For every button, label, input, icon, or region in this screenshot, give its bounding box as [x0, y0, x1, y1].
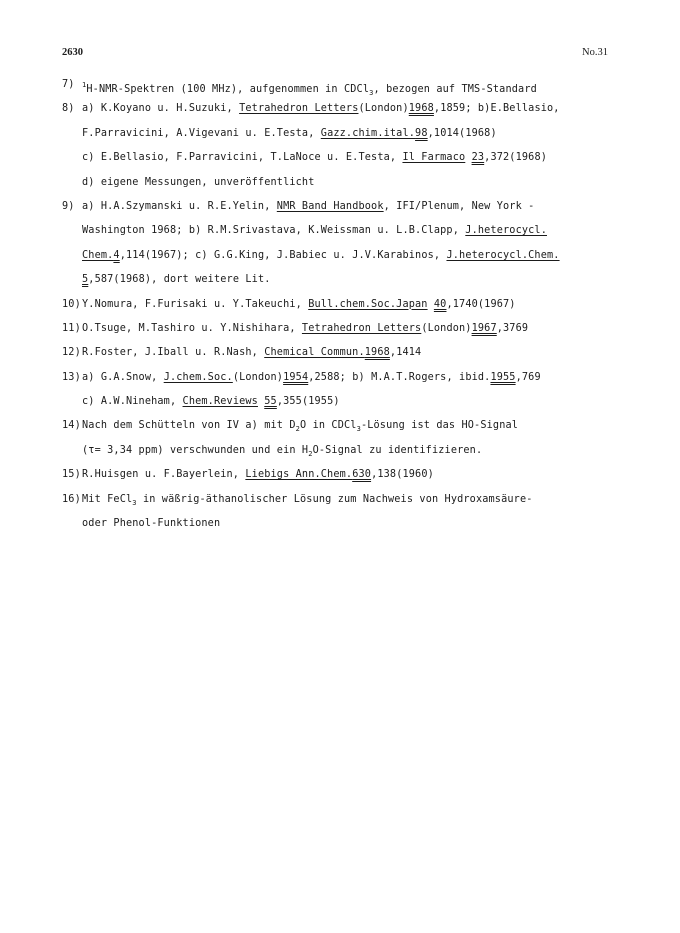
reference-9-line-4: [62, 273, 632, 297]
ref-number: 15): [62, 469, 81, 481]
reference-list: [62, 78, 632, 541]
ref-text: [82, 249, 560, 263]
ref-text: [82, 346, 421, 360]
volume-year: 98: [415, 127, 428, 139]
ref-text-part: ,355(1955): [276, 396, 340, 408]
volume-year: 40: [433, 298, 447, 310]
ref-text-part: ,1414: [389, 347, 422, 359]
reference-8: [62, 102, 632, 126]
reference-9: [62, 200, 632, 224]
subscript: 3: [356, 425, 361, 434]
ref-text-part: Y.Nomura, F.Furisaki u. Y.Takeuchi,: [82, 298, 309, 310]
ref-number: 9): [62, 200, 75, 212]
ref-number: 8): [62, 103, 75, 115]
journal-title: Liebigs Ann.Chem.: [245, 469, 353, 481]
volume-year: 1968: [408, 103, 434, 115]
reference-14-line-2: [62, 444, 632, 468]
ref-text-part: ,769: [515, 371, 541, 383]
issue-number: No.31: [582, 47, 608, 58]
page-number: 2630: [62, 47, 83, 58]
ref-number: 13): [62, 371, 81, 383]
subscript: 2: [295, 425, 301, 434]
ref-text-part: a) K.Koyano u. H.Suzuki,: [82, 103, 240, 115]
ref-text-part: ,372(1968): [484, 152, 548, 164]
reference-8-line-3: [62, 151, 632, 175]
ref-text-part: , bezogen auf TMS-Standard: [373, 84, 537, 95]
ref-text-part: R.Huisgen u. F.Bayerlein,: [82, 469, 246, 481]
ref-text-part: ,587(1968), dort weitere Lit.: [88, 274, 271, 286]
ref-text: [82, 151, 547, 165]
reference-9-line-2: [62, 224, 632, 248]
reference-10: [62, 298, 632, 322]
ref-text-part: Nach dem Schütteln von IV a) mit D: [82, 420, 296, 432]
reference-8-line-4: [62, 176, 632, 200]
ref-text: [82, 224, 547, 238]
journal-title: J.heterocycl.Chem.: [446, 249, 560, 261]
ref-text-part: ,2588; b) M.A.T.Rogers, ibid.: [308, 371, 491, 383]
volume-year: 55: [264, 396, 277, 408]
journal-title: Il Farmaco: [402, 152, 466, 164]
ref-text-part: , IFI/Plenum, New York -: [383, 200, 535, 212]
ref-text-part: R.Foster, J.Iball u. R.Nash,: [82, 347, 265, 359]
volume-year: 4: [113, 249, 120, 261]
volume-year: 23: [471, 152, 485, 164]
ref-text: oder Phenol-Funktionen: [82, 518, 221, 530]
reference-8-line-2: [62, 127, 632, 151]
reference-15: [62, 468, 632, 492]
journal-title: J.heterocycl.: [465, 225, 547, 237]
ref-text-part: O.Tsuge, M.Tashiro u. Y.Nishihara,: [82, 322, 302, 334]
ref-text: [82, 468, 434, 482]
ref-text: [82, 395, 340, 409]
ref-text: [82, 102, 560, 116]
ref-text: [82, 444, 482, 461]
volume-year: 1955: [490, 371, 516, 383]
ref-text-part: -Lösung ist das HO-Signal: [360, 420, 519, 432]
ref-number: 11): [62, 322, 81, 334]
ref-text-part: ,1014(1968): [427, 127, 497, 139]
journal-title: Bull.chem.Soc.Japan: [308, 298, 428, 310]
reference-13-line-2: [62, 395, 632, 419]
ref-text-part: H-NMR-Spektren (100 MHz), aufgenommen in CDCl: [86, 84, 370, 95]
ref-text-part: a) G.A.Snow,: [82, 371, 164, 383]
journal-title: J.chem.Soc.: [163, 371, 233, 383]
ref-number: 7): [62, 79, 75, 90]
journal-title: Chem.Reviews: [182, 396, 258, 408]
ref-text: [82, 419, 518, 436]
reference-16: [62, 493, 632, 517]
superscript: 1: [82, 81, 87, 89]
reference-11: [62, 322, 632, 346]
ref-number: 16): [62, 493, 81, 505]
volume-year: 5: [82, 274, 89, 286]
ref-text-part: ,114(1967); c) G.G.King, J.Babiec u. J.V.Karabinos,: [119, 249, 447, 261]
ref-number: 14): [62, 420, 81, 432]
ref-number: 12): [62, 347, 81, 359]
ref-text-part: in wäßrig-äthanolischer Lösung zum Nachweis von Hydroxamsäure-: [136, 493, 533, 505]
ref-text-part: O-Signal zu identifizieren.: [312, 444, 483, 456]
reference-9-line-3: [62, 249, 632, 273]
volume-year: 1968: [364, 347, 390, 359]
ref-text: [82, 371, 541, 385]
ref-text-part: F.Parravicini, A.Vigevani u. E.Testa,: [82, 127, 321, 139]
ref-number: 10): [62, 298, 81, 310]
reference-7: [62, 78, 632, 102]
ref-text-part: (London): [358, 103, 409, 115]
reference-14: [62, 419, 632, 443]
reference-16-line-2: [62, 517, 632, 541]
ref-text: d) eigene Messungen, unveröffentlicht: [82, 176, 315, 188]
ref-text-part: (London): [232, 371, 284, 383]
ref-text: [82, 200, 534, 214]
ref-text-part: O in CDCl: [300, 420, 357, 432]
volume-year: 630: [352, 469, 372, 481]
ref-text: [82, 298, 516, 312]
ref-text-part: Mit FeCl: [82, 493, 133, 505]
ref-text-part: ,1740(1967): [446, 298, 516, 310]
ref-text-part: Washington 1968; b) R.M.Srivastava, K.Weissman u. L.B.Clapp,: [82, 225, 466, 237]
ref-text: [82, 493, 533, 510]
book-title: NMR Band Handbook: [276, 200, 384, 212]
journal-title: Tetrahedron Letters: [301, 322, 422, 334]
volume-year: 1967: [471, 322, 497, 334]
journal-title: Chemical Commun.: [264, 347, 365, 359]
ref-text-part: ,3769: [496, 322, 529, 334]
ref-text-part: (London): [421, 322, 472, 334]
ref-text: [82, 322, 528, 336]
journal-title: Chem.: [82, 249, 114, 261]
journal-title: Gazz.chim.ital.: [320, 127, 416, 139]
ref-text-part: ,138(1960): [371, 469, 434, 481]
ref-text-part: a) H.A.Szymanski u. R.E.Yelin,: [82, 200, 277, 212]
ref-text: [82, 78, 537, 100]
ref-text: [82, 273, 271, 287]
ref-text-part: (τ= 3,34 ppm) verschwunden und ein H: [82, 444, 309, 456]
volume-year: 1954: [283, 371, 309, 383]
ref-text-part: c) A.W.Nineham,: [82, 396, 183, 408]
ref-text: [82, 127, 497, 141]
reference-12: [62, 346, 632, 370]
subscript: 3: [369, 89, 374, 97]
reference-13: [62, 371, 632, 395]
ref-text-part: ,1859; b)E.Bellasio,: [433, 103, 560, 115]
subscript: 3: [132, 498, 137, 507]
ref-text-part: c) E.Bellasio, F.Parravicini, T.LaNoce u. E.Testa,: [82, 152, 403, 164]
subscript: 2: [308, 449, 313, 458]
journal-title: Tetrahedron Letters: [239, 103, 359, 115]
